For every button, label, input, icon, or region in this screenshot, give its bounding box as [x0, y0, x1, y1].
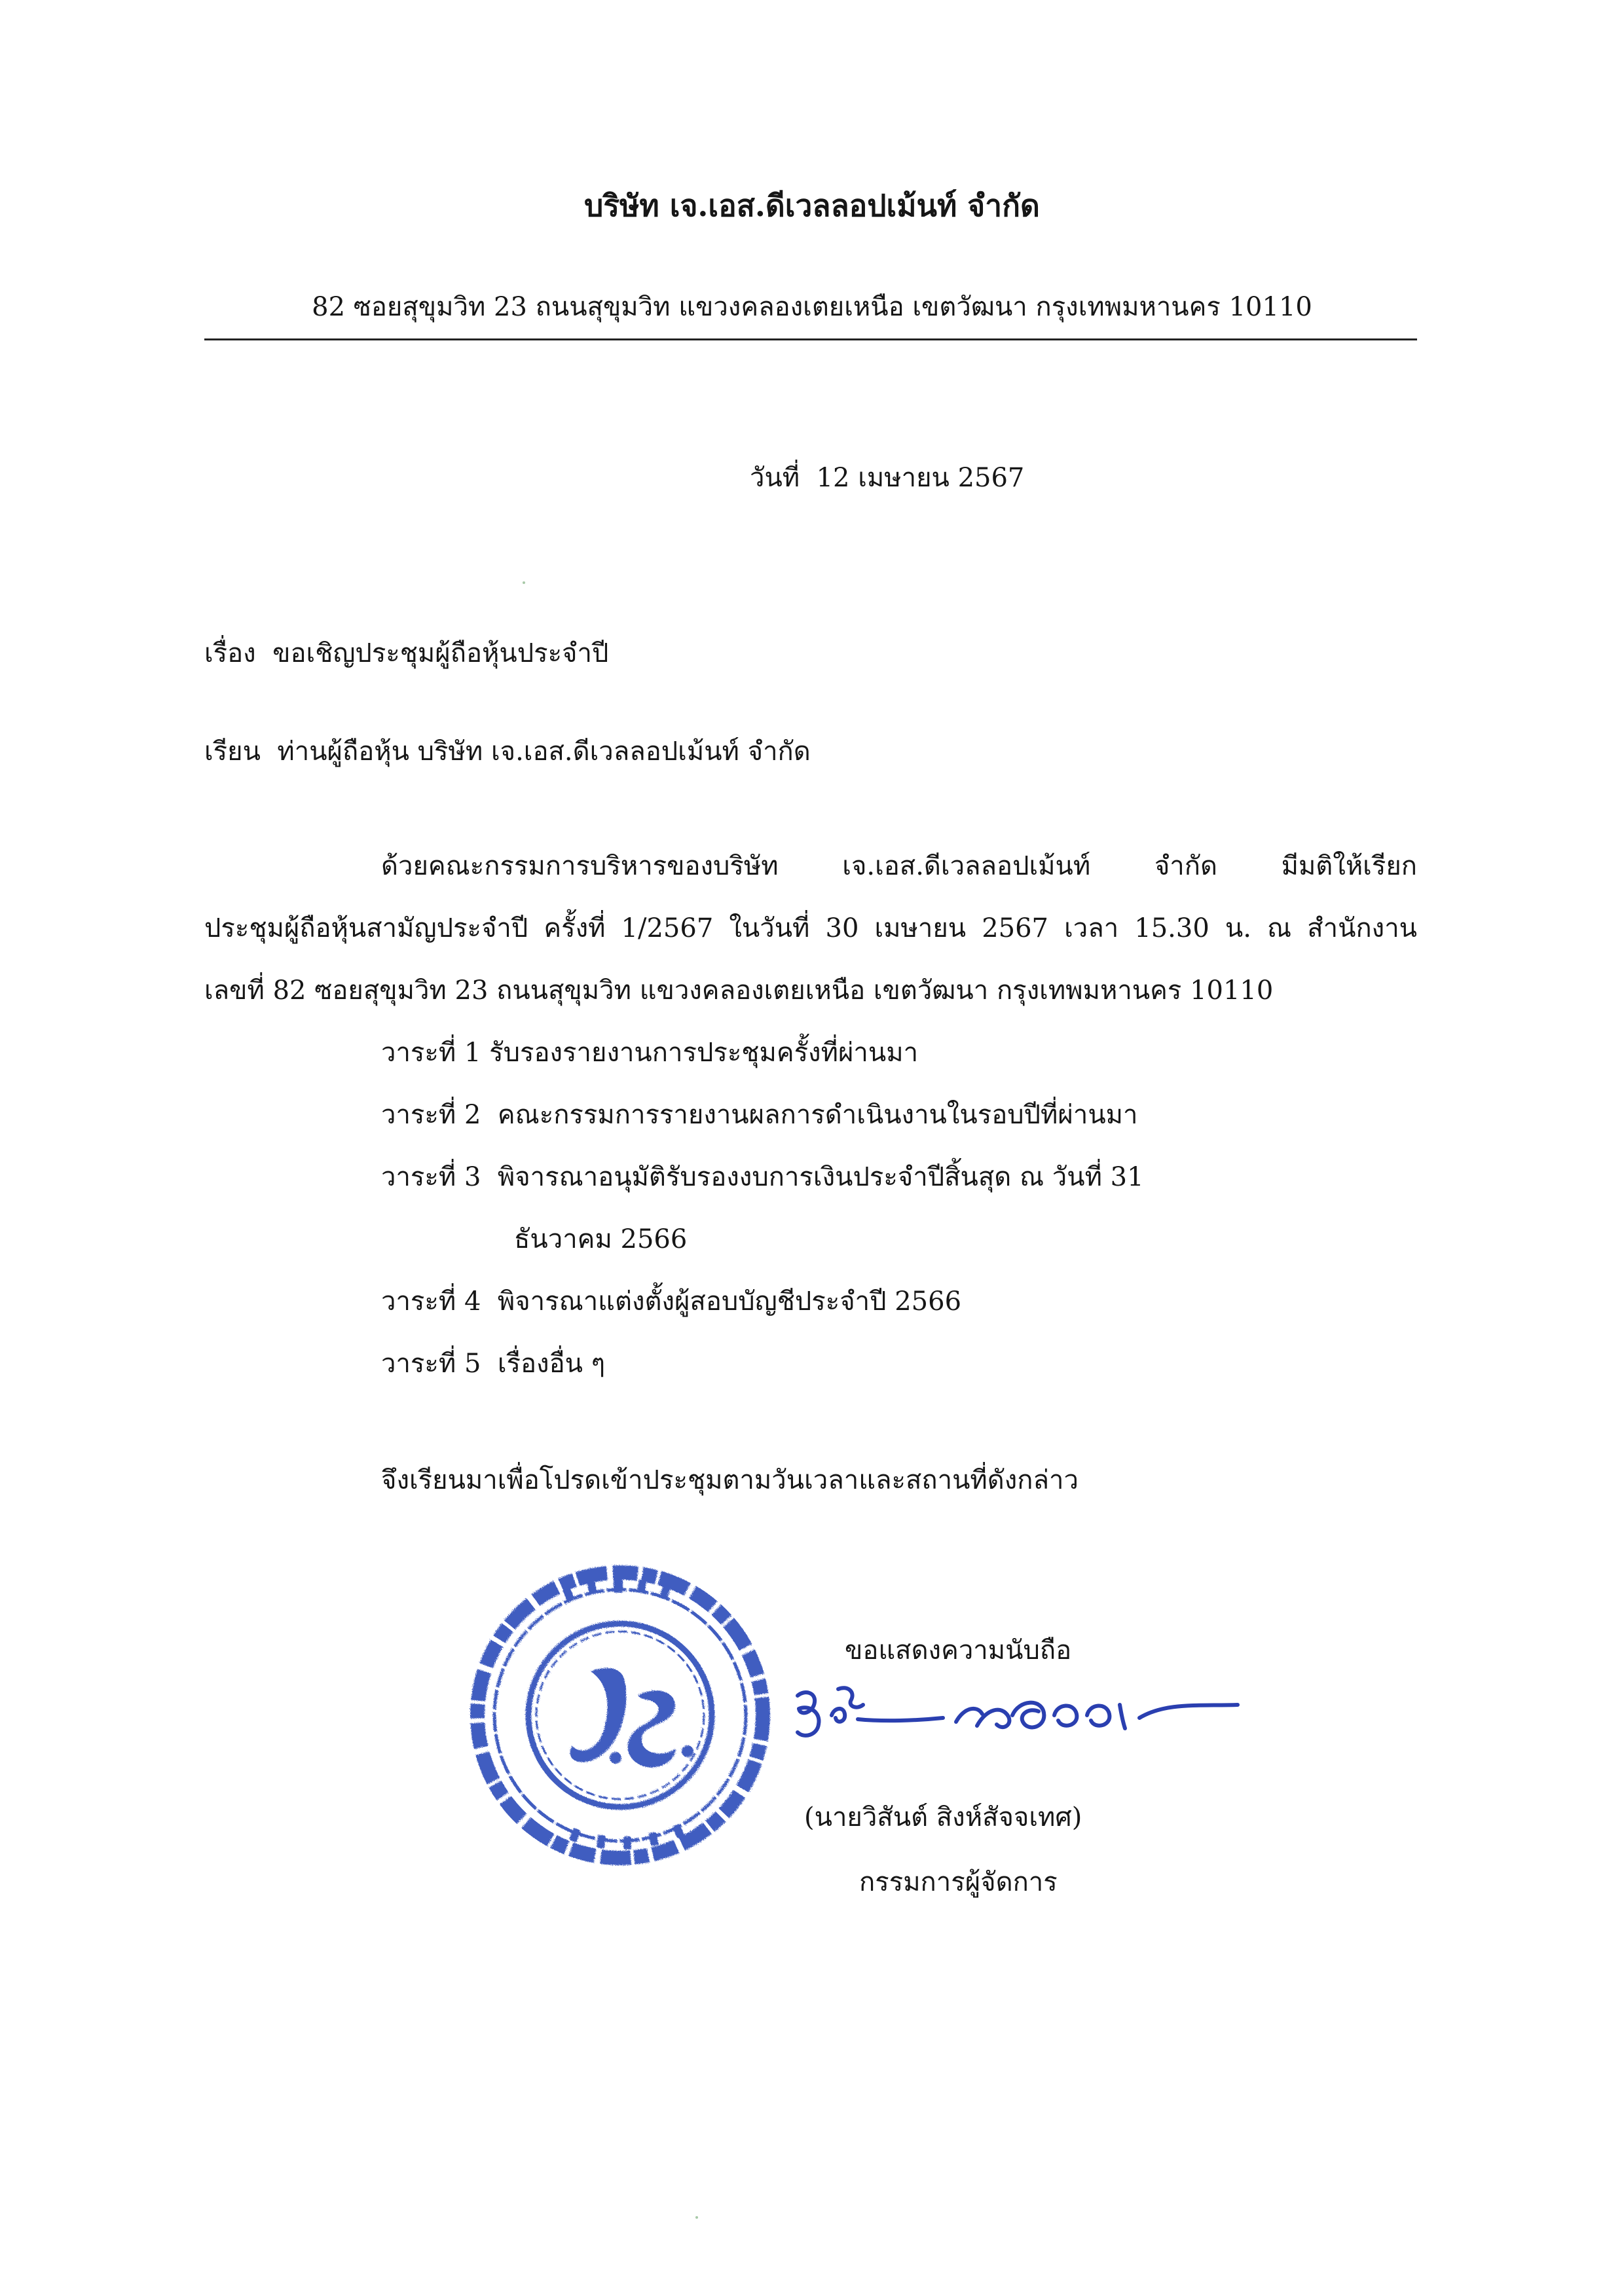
agenda-text: คณะกรรมการรายงานผลการดำเนินงานในรอบปีที่ผ่านมา: [497, 1100, 1138, 1130]
signatory-name: (นายวิสันต์ สิงห์สัจจเทศ): [804, 1802, 1082, 1832]
body-line-1: ด้วยคณะกรรมการบริหารของบริษัท เจ.เอส.ดีเวลลอปเม้นท์ จำกัด มีมติให้เรียก: [381, 851, 1417, 881]
subject-line: [204, 632, 608, 674]
agenda-item-3: [381, 1156, 1144, 1197]
agenda-label: วาระที่ 5: [381, 1349, 481, 1379]
agenda-label: วาระที่ 4: [381, 1286, 481, 1317]
agenda-text: พิจารณาแต่งตั้งผู้สอบบัญชีประจำปี 2566: [497, 1286, 962, 1317]
agenda-item-4: [381, 1280, 961, 1322]
signatory-title: กรรมการผู้จัดการ: [859, 1867, 1058, 1897]
date-label: วันที่: [750, 463, 800, 493]
regards: ขอแสดงความนับถือ: [845, 1635, 1072, 1666]
subject-text: ขอเชิญประชุมผู้ถือหุ้นประจำปี: [272, 638, 609, 668]
agenda-text: พิจารณาอนุมัติรับรองงบการเงินประจำปีสิ้นสุด ณ วันที่ 31: [497, 1162, 1144, 1192]
agenda-item-5: [381, 1342, 605, 1384]
letterhead-divider: [204, 338, 1417, 340]
handwritten-signature: [792, 1676, 1244, 1755]
body-line-3: เลขที่ 82 ซอยสุขุมวิท 23 ถนนสุขุมวิท แขวงคลองเตยเหนือ เขตวัฒนา กรุงเทพมหานคร 10110: [204, 975, 1274, 1006]
letter-date: [750, 456, 1024, 498]
recipient-label: เรียน: [204, 737, 261, 767]
scan-speck: [523, 581, 525, 584]
scan-speck: [695, 2216, 698, 2219]
agenda-item-2: [381, 1093, 1138, 1135]
seal-stamp-ink: [477, 1573, 763, 1858]
closing-text: จึงเรียนมาเพื่อโปรดเข้าประชุมตามวันเวลาและสถานที่ดังกล่าว: [381, 1465, 1079, 1495]
company-address: 82 ซอยสุขุมวิท 23 ถนนสุขุมวิท แขวงคลองเตยเหนือ เขตวัฒนา กรุงเทพมหานคร 10110: [312, 292, 1312, 322]
agenda-text: เรื่องอื่น ๆ: [497, 1349, 606, 1379]
recipient-line: [204, 730, 811, 772]
agenda-label: วาระที่ 2: [381, 1100, 481, 1130]
subject-label: เรื่อง: [204, 638, 256, 668]
agenda-label: วาระที่ 1: [381, 1038, 481, 1068]
agenda-label: วาระที่ 3: [381, 1162, 481, 1192]
body-line-2: ประชุมผู้ถือหุ้นสามัญประจำปี ครั้งที่ 1/2567 ในวันที่ 30 เมษายน 2567 เวลา 15.30 น. ณ สำนักงาน: [204, 913, 1417, 943]
company-seal: [466, 1561, 774, 1869]
company-name: บริษัท เจ.เอส.ดีเวลลอปเม้นท์ จำกัด: [584, 188, 1040, 223]
recipient-text: ท่านผู้ถือหุ้น บริษัท เจ.เอส.ดีเวลลอปเม้นท์ จำกัด: [277, 737, 811, 767]
agenda-text: รับรองรายงานการประชุมครั้งที่ผ่านมา: [489, 1038, 919, 1068]
agenda-item-3-continuation: ธันวาคม 2566: [514, 1224, 688, 1254]
date-value: 12 เมษายน 2567: [816, 463, 1025, 493]
agenda-item-1: [381, 1031, 918, 1073]
